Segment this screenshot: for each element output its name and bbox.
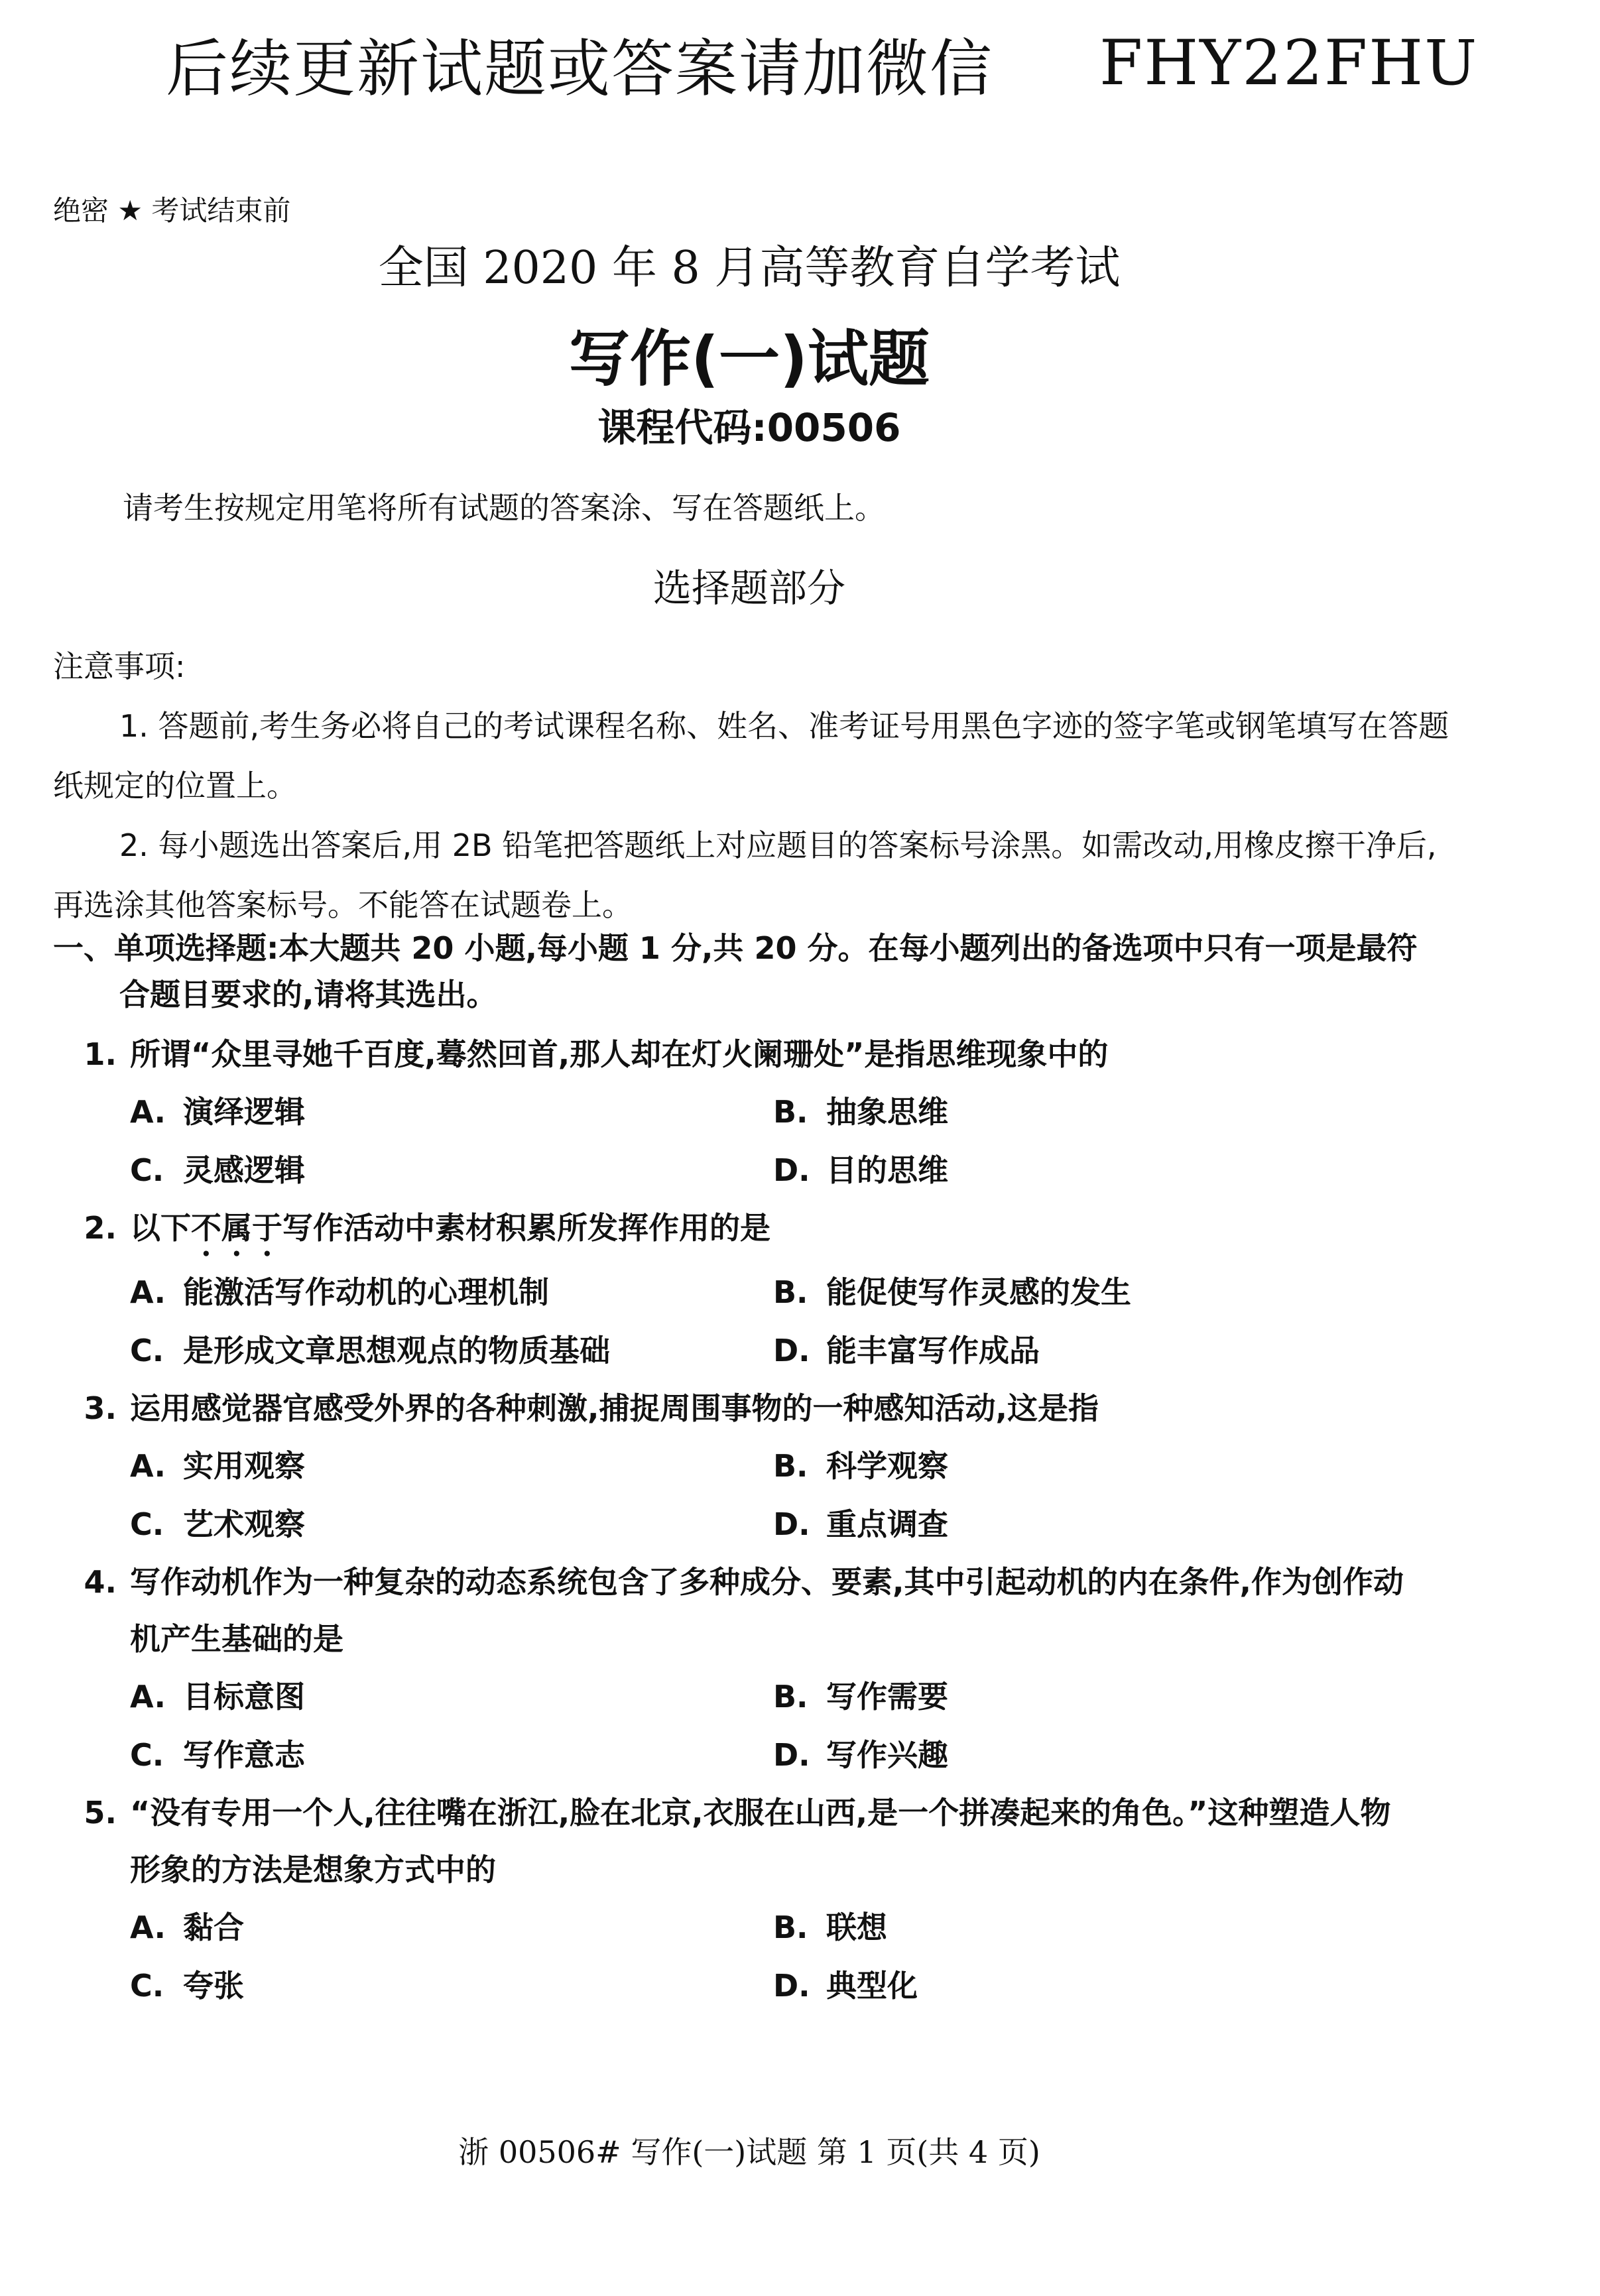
option-letter: A. xyxy=(130,1448,166,1484)
option-d xyxy=(760,1495,1396,1553)
option-letter: B. xyxy=(773,1909,808,1945)
question-stem xyxy=(53,1380,1465,1437)
option-c xyxy=(117,1957,760,2015)
question-list xyxy=(53,1026,1465,2015)
notes-block xyxy=(53,636,1465,935)
options-grid xyxy=(117,1898,1465,2015)
exam-name: 全国 2020 年 8 月高等教育自学考试 xyxy=(378,242,1121,294)
option-text: 黏合 xyxy=(183,1909,244,1945)
watermark-banner xyxy=(166,13,1479,113)
option-letter: A. xyxy=(130,1909,166,1945)
question-stem xyxy=(53,1026,1465,1083)
option-letter: A. xyxy=(130,1274,166,1310)
options-grid xyxy=(117,1083,1465,1199)
option-text: 灵感逻辑 xyxy=(183,1152,305,1188)
option-a xyxy=(117,1898,760,1957)
option-letter: A. xyxy=(130,1094,166,1130)
question-4 xyxy=(53,1553,1465,1784)
option-text: 目的思维 xyxy=(826,1152,948,1188)
option-text: 演绎逻辑 xyxy=(183,1094,305,1130)
option-text: 写作意志 xyxy=(183,1737,305,1773)
option-b xyxy=(760,1667,1396,1726)
question-number: 2. xyxy=(84,1210,117,1246)
option-letter: A. xyxy=(130,1679,166,1715)
option-letter: B. xyxy=(773,1094,808,1130)
page-footer: 浙 00506# 写作(一)试题 第 1 页(共 4 页) xyxy=(458,2134,1040,2170)
question-stem xyxy=(53,1553,1465,1667)
question-number: 1. xyxy=(84,1036,117,1072)
question-text: 所谓“众里寻她千百度,蓦然回首,那人却在灯火阑珊处”是指思维现象中的 xyxy=(130,1036,1109,1072)
stem-emphasis: 不属于 xyxy=(191,1210,282,1246)
option-a xyxy=(117,1437,760,1495)
option-text: 能促使写作灵感的发生 xyxy=(826,1274,1131,1310)
option-c xyxy=(117,1726,760,1784)
question-stem xyxy=(53,1199,1465,1263)
question-5 xyxy=(53,1784,1465,2015)
option-text: 艺术观察 xyxy=(183,1506,305,1542)
general-instruction: 请考生按规定用笔将所有试题的答案涂、写在答题纸上。 xyxy=(123,490,885,526)
question-number: 4. xyxy=(84,1564,117,1600)
question-2 xyxy=(53,1199,1465,1380)
notes-heading: 注意事项: xyxy=(53,648,186,684)
course-code: 课程代码:00506 xyxy=(597,405,901,450)
option-b xyxy=(760,1263,1396,1321)
option-text: 典型化 xyxy=(826,1968,918,2004)
watermark-id: FHY22FHU xyxy=(1099,27,1479,99)
option-text: 能丰富写作成品 xyxy=(826,1333,1040,1368)
paper-title: 写作(一)试题 xyxy=(568,324,930,394)
options-grid xyxy=(117,1667,1465,1784)
options-grid xyxy=(117,1263,1465,1380)
option-d xyxy=(760,1321,1396,1380)
question-number: 3. xyxy=(84,1390,117,1426)
option-letter: C. xyxy=(130,1968,164,2004)
option-text: 写作兴趣 xyxy=(826,1737,948,1773)
option-d xyxy=(760,1726,1396,1784)
option-text: 实用观察 xyxy=(183,1448,305,1484)
option-letter: C. xyxy=(130,1333,164,1368)
options-grid xyxy=(117,1437,1465,1553)
option-text: 能激活写作动机的心理机制 xyxy=(183,1274,549,1310)
option-letter: D. xyxy=(773,1968,810,2004)
option-text: 抽象思维 xyxy=(826,1094,948,1130)
stem-suffix: 写作活动中素材积累所发挥作用的是 xyxy=(282,1210,770,1246)
option-c xyxy=(117,1141,760,1199)
watermark-text: 后续更新试题或答案请加微信 xyxy=(166,32,994,105)
multiple-choice-section xyxy=(53,925,1465,2015)
mcq-heading: 一、单项选择题:本大题共 20 小题,每小题 1 分,共 20 分。在每小题列出的备选项中只有一项是最符合题目要求的,请将其选出。 xyxy=(53,930,1418,1012)
option-letter: C. xyxy=(130,1152,164,1188)
stem-prefix: 以下 xyxy=(130,1210,191,1246)
option-a xyxy=(117,1667,760,1726)
option-text: 目标意图 xyxy=(183,1679,305,1715)
option-c xyxy=(117,1321,760,1380)
option-c xyxy=(117,1495,760,1553)
option-text: 联想 xyxy=(826,1909,887,1945)
option-letter: C. xyxy=(130,1737,164,1773)
option-letter: C. xyxy=(130,1506,164,1542)
question-text xyxy=(130,1199,1465,1263)
option-text: 写作需要 xyxy=(826,1679,948,1715)
question-3 xyxy=(53,1380,1465,1553)
option-text: 科学观察 xyxy=(826,1448,948,1484)
option-letter: D. xyxy=(773,1737,810,1773)
question-stem xyxy=(53,1784,1465,1898)
confidential-label: 绝密 ★ 考试结束前 xyxy=(53,194,291,227)
option-d xyxy=(760,1141,1396,1199)
option-letter: B. xyxy=(773,1448,808,1484)
option-letter: B. xyxy=(773,1274,808,1310)
option-letter: D. xyxy=(773,1333,810,1368)
option-a xyxy=(117,1083,760,1141)
note-item: 2. 每小题选出答案后,用 2B 铅笔把答题纸上对应题目的答案标号涂黑。如需改动,用橡皮擦干净后,再选涂其他答案标号。不能答在试题卷上。 xyxy=(53,827,1437,923)
question-text: “没有专用一个人,往往嘴在浙江,脸在北京,衣服在山西,是一个拼凑起来的角色。”这种塑造人物形象的方法是想象方式中的 xyxy=(130,1795,1391,1888)
section-title: 选择题部分 xyxy=(652,566,845,611)
option-letter: D. xyxy=(773,1506,810,1542)
option-b xyxy=(760,1898,1396,1957)
question-text: 运用感觉器官感受外界的各种刺激,捕捉周围事物的一种感知活动,这是指 xyxy=(130,1390,1099,1426)
note-item: 1. 答题前,考生务必将自己的考试课程名称、姓名、准考证号用黑色字迹的签字笔或钢笔填写在答题纸规定的位置上。 xyxy=(53,708,1449,804)
option-d xyxy=(760,1957,1396,2015)
option-text: 重点调查 xyxy=(826,1506,948,1542)
question-text: 写作动机作为一种复杂的动态系统包含了多种成分、要素,其中引起动机的内在条件,作为创作动机产生基础的是 xyxy=(130,1564,1404,1657)
question-1 xyxy=(53,1026,1465,1199)
option-b xyxy=(760,1083,1396,1141)
option-b xyxy=(760,1437,1396,1495)
option-text: 夸张 xyxy=(183,1968,244,2004)
option-text: 是形成文章思想观点的物质基础 xyxy=(183,1333,610,1368)
option-letter: D. xyxy=(773,1152,810,1188)
option-a xyxy=(117,1263,760,1321)
option-letter: B. xyxy=(773,1679,808,1715)
question-number: 5. xyxy=(84,1795,117,1831)
